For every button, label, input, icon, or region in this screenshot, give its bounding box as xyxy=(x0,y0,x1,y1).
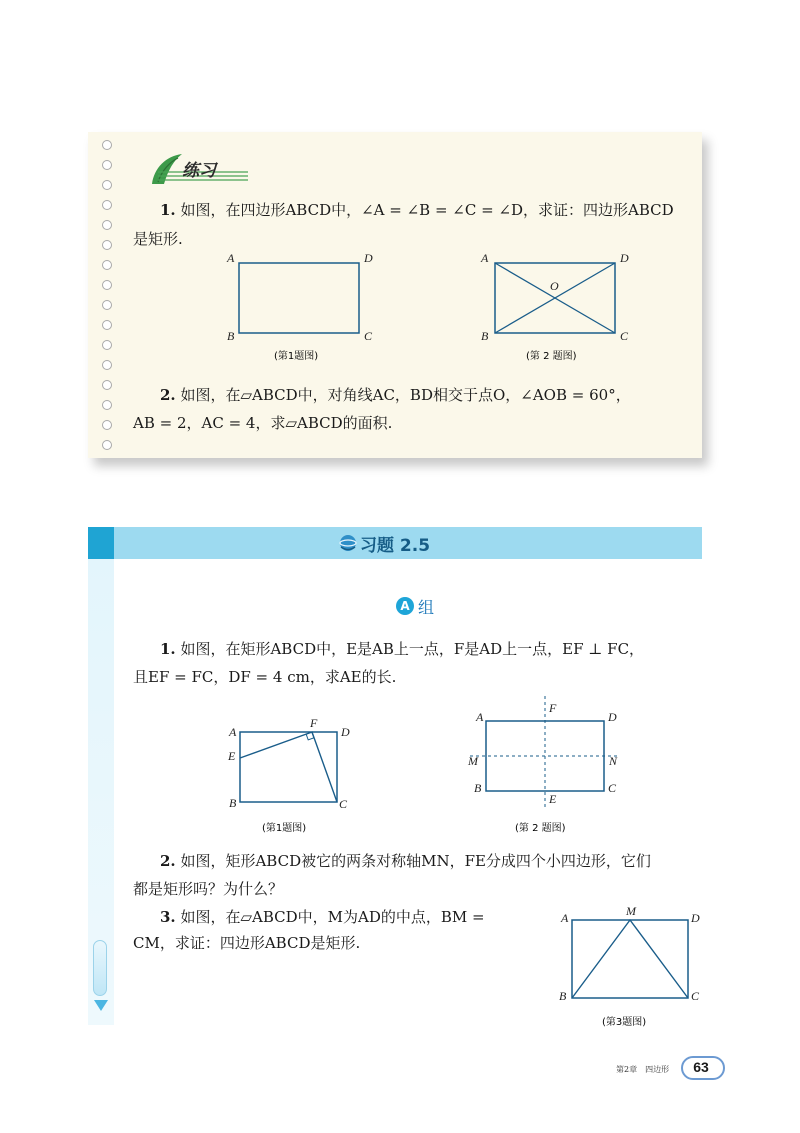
label-e: E xyxy=(228,749,236,763)
exercise-q2-cont: 都是矩形吗？为什么？ xyxy=(133,880,284,898)
label-d: D xyxy=(608,710,617,724)
segments-ef-fc xyxy=(240,732,337,802)
page-number: 63 xyxy=(693,1059,709,1075)
label-a: A xyxy=(229,725,237,739)
label-a: A xyxy=(227,251,235,265)
label-b: B xyxy=(229,796,237,810)
rectangle-abcd xyxy=(572,920,688,998)
label-d: D xyxy=(620,251,629,265)
exercise-figure-3 xyxy=(553,904,713,1034)
label-a: A xyxy=(561,911,569,925)
globe-icon xyxy=(338,533,360,553)
right-angle-mark xyxy=(306,732,314,740)
label-c: C xyxy=(339,797,348,811)
label-m: M xyxy=(626,904,636,918)
figure-caption: (第 2 题图) xyxy=(515,823,566,834)
figure-caption: (第1题图) xyxy=(262,823,307,834)
label-c: C xyxy=(691,989,700,1003)
question-number: 1. xyxy=(160,640,176,658)
label-c: C xyxy=(608,781,617,795)
label-a: A xyxy=(476,710,484,724)
question-number: 1. xyxy=(160,201,176,219)
question-number: 3. xyxy=(160,908,176,926)
binder-rings xyxy=(98,140,118,450)
label-b: B xyxy=(481,329,489,343)
label-c: C xyxy=(364,329,373,343)
exercise-figure-2 xyxy=(460,696,630,838)
question-number: 2. xyxy=(160,852,176,870)
label-b: B xyxy=(559,989,567,1003)
practice-figure-2 xyxy=(478,248,638,364)
rectangle-abcd xyxy=(240,732,337,802)
exercise-header-block xyxy=(88,527,114,559)
exercise-q2 xyxy=(160,846,651,876)
label-m: M xyxy=(468,754,478,768)
practice-q1 xyxy=(160,195,674,225)
segments-bm-cm xyxy=(572,920,688,998)
exercise-figure-1 xyxy=(222,714,362,838)
exercise-q3-cont: CM，求证：四边形ABCD是矩形. xyxy=(133,934,361,952)
question-number: 2. xyxy=(160,386,176,404)
label-e: E xyxy=(549,792,557,806)
label-d: D xyxy=(691,911,700,925)
question-text: 如图，在四边形ABCD中，∠A = ∠B = ∠C = ∠D，求证：四边形ABCD xyxy=(180,201,674,219)
exercise-title: 习题 2.5 xyxy=(360,536,431,556)
label-f: F xyxy=(549,701,557,715)
label-d: D xyxy=(341,725,350,739)
practice-title: 练习 xyxy=(182,161,216,181)
practice-q2 xyxy=(160,380,631,410)
exercise-q1 xyxy=(160,634,644,664)
practice-q1-cont: 是矩形. xyxy=(133,230,183,248)
down-arrow-icon xyxy=(94,1000,108,1011)
chapter-label: 第2章 四边形 xyxy=(616,1065,670,1074)
exercise-q1-cont: 且EF = FC，DF = 4 cm，求AE的长. xyxy=(133,668,397,686)
rectangle-abcd xyxy=(239,263,359,333)
group-badge: A xyxy=(396,597,414,615)
label-b: B xyxy=(474,781,482,795)
label-b: B xyxy=(227,329,235,343)
question-text: 如图，在▱ABCD中，M为AD的中点，BM = xyxy=(180,908,485,926)
label-n: N xyxy=(609,754,618,768)
label-a: A xyxy=(481,251,489,265)
question-text: 如图，矩形ABCD被它的两条对称轴MN，FE分成四个小四边形，它们 xyxy=(180,852,651,870)
practice-figure-1 xyxy=(222,248,382,364)
figure-caption: (第 2 题图) xyxy=(526,351,577,362)
figure-caption: (第1题图) xyxy=(274,351,319,362)
question-text: 如图，在▱ABCD中，对角线AC，BD相交于点O，∠AOB = 60°， xyxy=(180,386,631,404)
group-name: 组 xyxy=(418,598,435,617)
side-scroll-marker xyxy=(93,940,107,996)
question-text: 如图，在矩形ABCD中，E是AB上一点，F是AD上一点，EF ⊥ FC， xyxy=(180,640,645,658)
figure-caption: (第3题图) xyxy=(602,1017,647,1028)
label-c: C xyxy=(620,329,629,343)
label-d: D xyxy=(364,251,373,265)
label-o: O xyxy=(550,279,559,293)
label-f: F xyxy=(310,716,318,730)
practice-heading xyxy=(148,150,258,190)
practice-q2-cont: AB = 2，AC = 4，求▱ABCD的面积. xyxy=(133,414,393,432)
